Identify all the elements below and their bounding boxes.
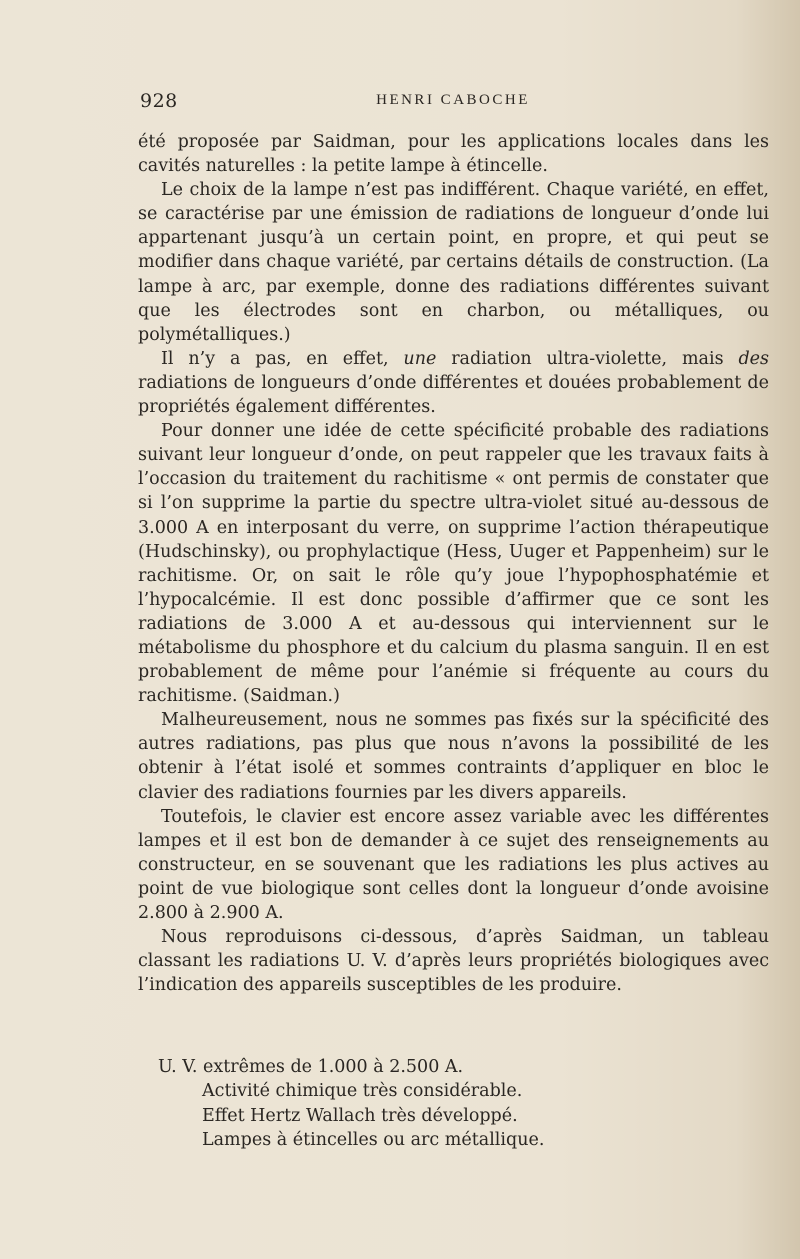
paragraph-3-part-1: Il n’y a pas, en effet, xyxy=(161,348,404,369)
paragraph-2: Le choix de la lampe n’est pas indifférent. Chaque variété, en effet, se caractérise par une émission de radiations de longueur d’onde lui appartenant jusqu’à un certain point, en propre, et qui peut se modifier dans chaque variété, par certains détails de construction. (La lampe à arc, par exemple, donne des radiations différentes suivant que les électrodes sont en charbon, ou métalliques, ou polymétalliques.) xyxy=(138,180,769,345)
running-head: HENRI CABOCHE xyxy=(376,92,530,108)
paragraph-3-part-3: radiations de longueurs d’onde différentes et douées probablement de propriétés également différentes. xyxy=(138,372,769,418)
page-number: 928 xyxy=(140,90,178,112)
paragraph-6: Toutefois, le clavier est encore assez variable avec les différentes lampes et il est bon de demander à ce sujet des renseignements au constructeur, en se souvenant que les radiations les plus actives au point de vue biologique sont celles dont la longueur d’onde avoisine 2.800 à 2.900 A. xyxy=(138,806,769,923)
paragraph-3 xyxy=(138,347,769,419)
paragraph-3-emphasis-des: des xyxy=(738,348,769,369)
table-line-hertz-effect: Effet Hertz Wallach très développé. xyxy=(202,1105,518,1126)
table-line-activity: Activité chimique très considérable. xyxy=(202,1081,523,1102)
paragraph-3-emphasis-une: une xyxy=(403,348,437,369)
paragraph-4: Pour donner une idée de cette spécificité probable des radiations suivant leur longueur d’onde, on peut rappeler que les travaux faits à l’occasion du traitement du rachitisme « ont permis de constater que si l’on supprime la partie du spectre ultra-violet situé au-dessous de 3.000 A en interposant du verre, on supprime l’action thérapeutique (Hudschinsky), ou prophylactique (Hess, Uuger et Pappenheim) sur le rachitisme. Or, on sait le rôle qu’y joue l’hypophosphatémie et l’hypocalcémie. Il est donc possible d’affirmer que ce sont les radiations de 3.000 A et au-dessous qui interviennent sur le métabolisme du phosphore et du calcium du plasma sanguin. Il en est probablement de même pour l’anémie si fréquente au cours du rachitisme. (Saidman.) xyxy=(138,421,769,707)
table-line-heading: U. V. extrêmes de 1.000 à 2.500 A. xyxy=(158,1057,464,1077)
page-header xyxy=(138,90,768,114)
paragraph-5: Malheureusement, nous ne sommes pas fixés sur la spécificité des autres radiations, pas plus que nous n’avons la possibilité de les obtenir à l’état isolé et sommes contraints d’appliquer en bloc le clavier des radiations fournies par les divers appareils. xyxy=(138,710,769,803)
paragraph-7: Nous reproduisons ci-dessous, d’après Saidman, un tableau classant les radiations U. V. d’après leurs propriétés biologiques avec l’indication des appareils susceptibles de les produire. xyxy=(138,927,769,996)
paragraph-3-part-2: radiation ultra-violette, mais xyxy=(436,348,739,369)
body-text xyxy=(138,130,769,997)
paragraph-1: été proposée par Saidman, pour les applications locales dans les cavités naturelles : la petite lampe à étincelle. xyxy=(138,132,769,177)
table-line-lamps: Lampes à étincelles ou arc métallique. xyxy=(202,1130,545,1151)
radiation-table xyxy=(158,1055,758,1153)
